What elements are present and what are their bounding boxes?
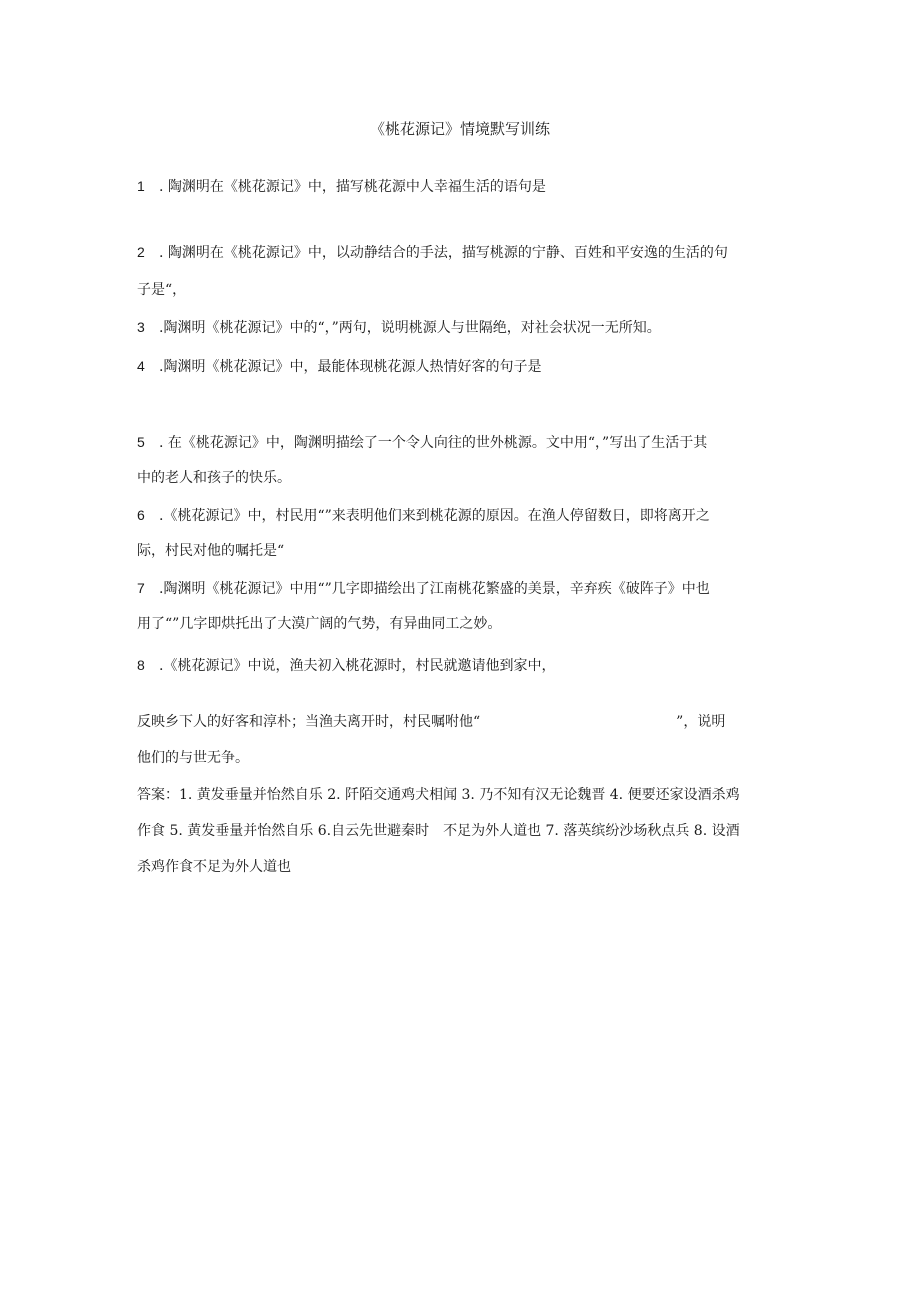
question-number: 3 [137, 319, 145, 335]
question-8-line-2 [137, 712, 787, 732]
question-number: 1 [137, 178, 145, 194]
question-number: 7 [137, 580, 145, 596]
question-text: 反映乡下人的好客和淳朴；当渔夫离开时，村民嘱咐他“ [137, 714, 481, 730]
question-5-line-1 [137, 432, 787, 453]
question-2-line-2: 子是“， [137, 282, 187, 298]
answer-line-1: 答案：1. 黄发垂量并怡然自乐 2. 阡陌交通鸡犬相闻 3. 乃不知有汉无论魏晋 4. 便要还家设酒杀鸡 [137, 787, 740, 803]
question-number: 6 [137, 507, 145, 523]
question-number: 4 [137, 358, 145, 374]
question-text: ”，说明 [676, 714, 726, 730]
question-2-line-1 [137, 242, 787, 263]
answer-text: 不足为外人道也 7. 落英缤纷沙场秋点兵 8. 设酒 [443, 823, 740, 839]
question-number: 5 [137, 434, 145, 450]
question-text: .《桃花源记》中说，渔夫初入桃花源时，村民就邀请他到家中， [159, 658, 556, 674]
answer-text: 作食 5. 黄发垂量并怡然自乐 6.自云先世避秦时 [137, 823, 430, 839]
question-7-line-2: 用了“”几字即烘托出了大漠广阔的气势，有异曲同工之妙。 [137, 616, 502, 632]
question-7-line-1 [137, 578, 787, 599]
question-3 [137, 317, 787, 338]
question-text: .陶渊明《桃花源记》中的“，”两句，说明桃源人与世隔绝，对社会状况一无所知。 [159, 320, 661, 336]
question-text: .陶渊明《桃花源记》中，最能体现桃花源人热情好客的句子是 [159, 359, 542, 375]
question-text: . 陶渊明在《桃花源记》中，描写桃花源中人幸福生活的语句是 [159, 179, 546, 195]
question-8-line-3: 他们的与世无争。 [137, 750, 249, 766]
question-text: .陶渊明《桃花源记》中用“”几字即描绘出了江南桃花繁盛的美景，辛弃疾《破阵子》中也 [159, 581, 710, 597]
answer-line-2 [137, 821, 787, 841]
question-text: . 陶渊明在《桃花源记》中，以动静结合的手法，描写桃源的宁静、百姓和平安逸的生活的句 [159, 245, 728, 261]
question-text: . 在《桃花源记》中，陶渊明描绘了一个令人向往的世外桃源。文中用“，”写出了生活于其 [159, 435, 708, 451]
question-text: .《桃花源记》中，村民用“”来表明他们来到桃花源的原因。在渔人停留数日，即将离开之 [159, 508, 710, 524]
question-8-line-1 [137, 655, 787, 676]
question-6-line-1 [137, 505, 787, 526]
document-title: 《桃花源记》情境默写训练 [369, 120, 550, 138]
answer-line-3: 杀鸡作食不足为外人道也 [137, 859, 291, 875]
question-number: 2 [137, 244, 145, 260]
question-5-line-2: 中的老人和孩子的快乐。 [137, 470, 291, 486]
question-6-line-2: 际，村民对他的嘱托是“ [137, 543, 285, 559]
question-4 [137, 356, 787, 377]
question-1 [137, 176, 787, 197]
question-number: 8 [137, 657, 145, 673]
